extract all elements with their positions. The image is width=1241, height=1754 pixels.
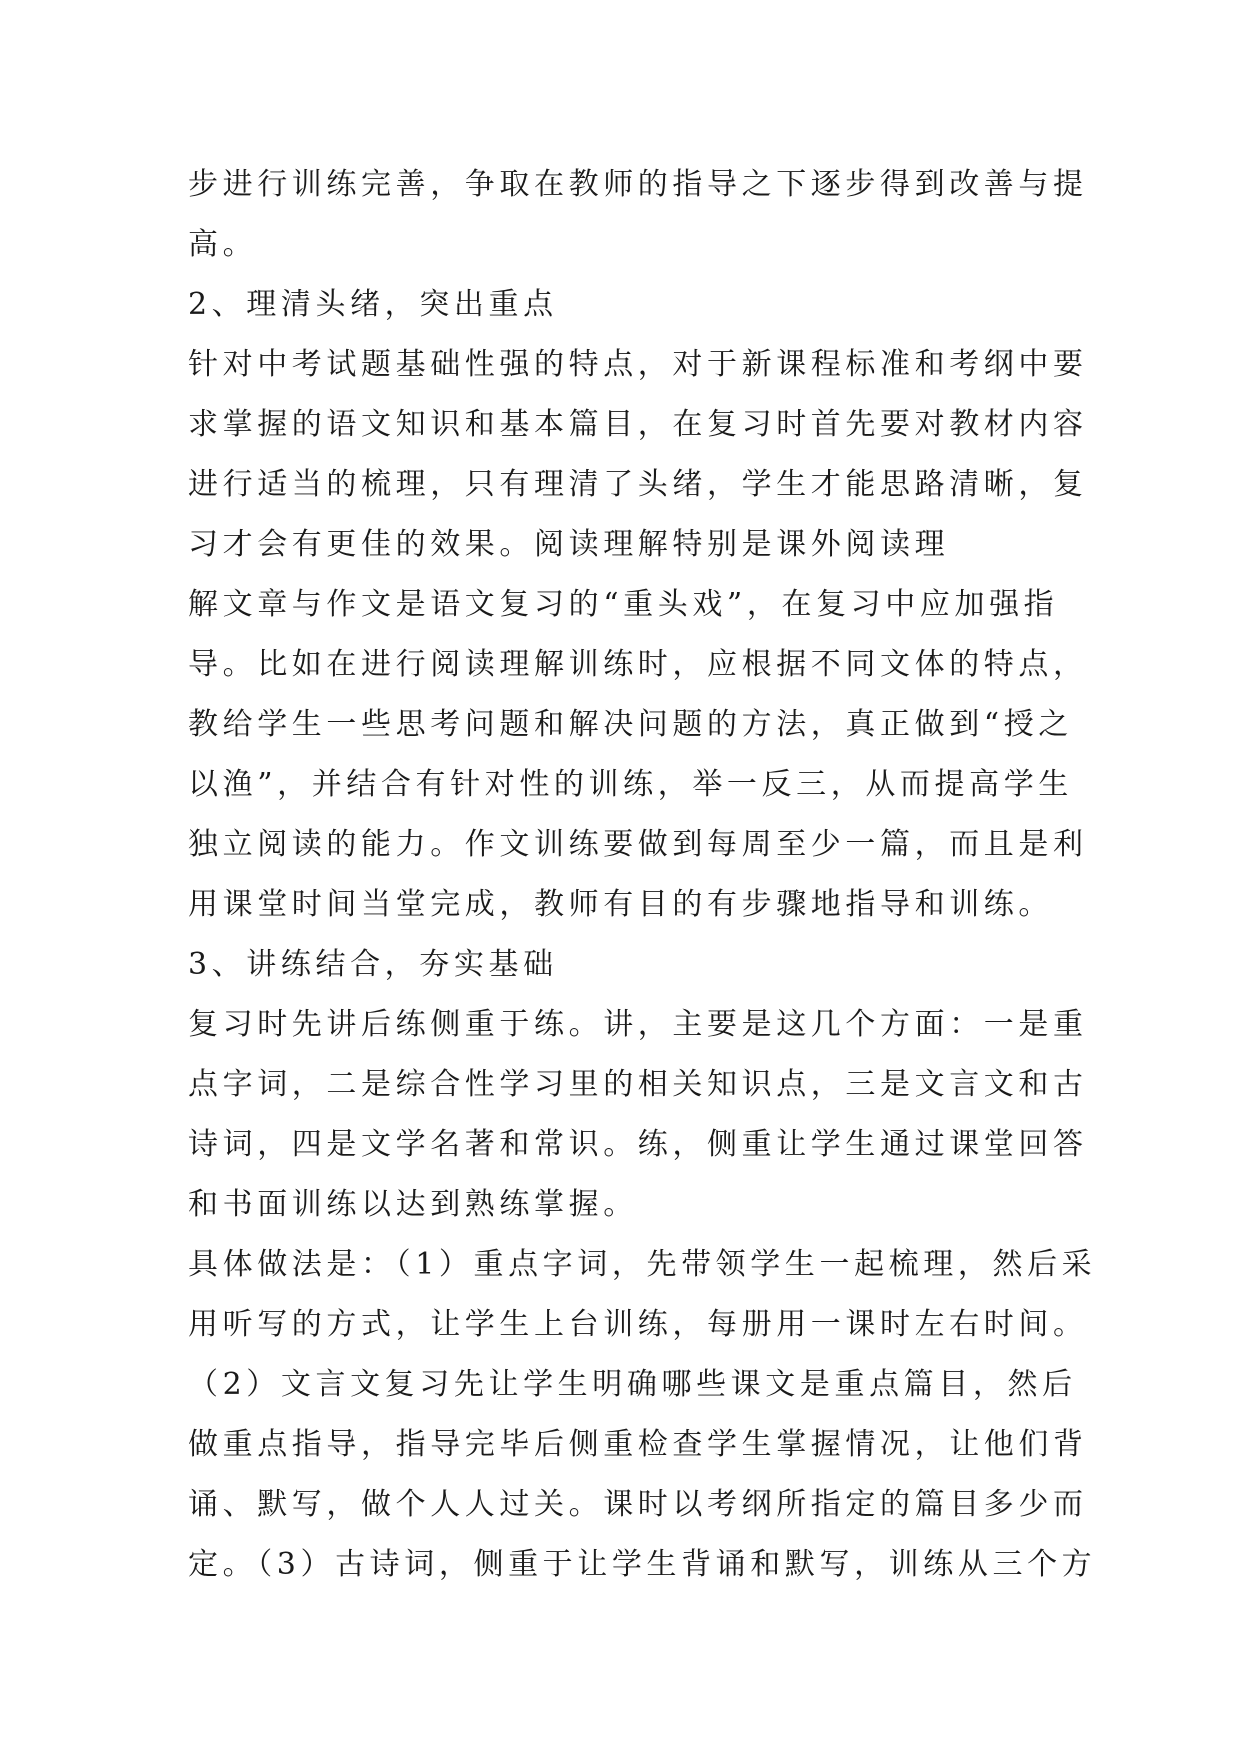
body-text xyxy=(188,155,1097,1595)
text-line: 诵、默写，做个人人过关。课时以考纲所指定的篇目多少而 xyxy=(188,1487,1088,1522)
text-line: 用课堂时间当堂完成，教师有目的有步骤地指导和训练。 xyxy=(188,887,1053,922)
text-line: 针对中考试题基础性强的特点，对于新课程标准和考纲中要 xyxy=(188,347,1088,382)
text-line: 和书面训练以达到熟练掌握。 xyxy=(188,1187,638,1222)
text-line: 习才会有更佳的效果。阅读理解特别是课外阅读理 xyxy=(188,527,950,562)
text-line: 复习时先讲后练侧重于练。讲，主要是这几个方面：一是重 xyxy=(188,1007,1088,1042)
text-line: 点字词，二是综合性学习里的相关知识点，三是文言文和古 xyxy=(188,1067,1088,1102)
text-line: 高。 xyxy=(188,227,258,262)
text-line: 步进行训练完善，争取在教师的指导之下逐步得到改善与提 xyxy=(188,167,1088,202)
section-heading: 2、理清头绪，突出重点 xyxy=(188,287,558,322)
text-line: （2）文言文复习先让学生明确哪些课文是重点篇目，然后 xyxy=(188,1367,1077,1402)
text-line: 以渔”，并结合有针对性的训练，举一反三，从而提高学生 xyxy=(188,767,1073,802)
text-line: 教给学生一些思考问题和解决问题的方法，真正做到“授之 xyxy=(188,707,1073,742)
text-line: 解文章与作文是语文复习的“重头戏”，在复习中应加强指 xyxy=(188,587,1059,622)
text-line: 做重点指导，指导完毕后侧重检查学生掌握情况，让他们背 xyxy=(188,1427,1088,1462)
section-heading: 3、讲练结合，夯实基础 xyxy=(188,947,558,982)
text-line: 诗词，四是文学名著和常识。练，侧重让学生通过课堂回答 xyxy=(188,1127,1088,1162)
text-line: 用听写的方式，让学生上台训练，每册用一课时左右时间。 xyxy=(188,1307,1088,1342)
text-line: 导。比如在进行阅读理解训练时，应根据不同文体的特点， xyxy=(188,647,1088,682)
text-line: 进行适当的梳理，只有理清了头绪，学生才能思路清晰，复 xyxy=(188,467,1088,502)
text-line: 求掌握的语文知识和基本篇目，在复习时首先要对教材内容 xyxy=(188,407,1088,442)
text-line: 定。（3）古诗词，侧重于让学生背诵和默写，训练从三个方 xyxy=(188,1547,1097,1582)
text-line: 独立阅读的能力。作文训练要做到每周至少一篇，而且是利 xyxy=(188,827,1088,862)
text-line: 具体做法是：（1）重点字词，先带领学生一起梳理，然后采 xyxy=(188,1247,1097,1282)
